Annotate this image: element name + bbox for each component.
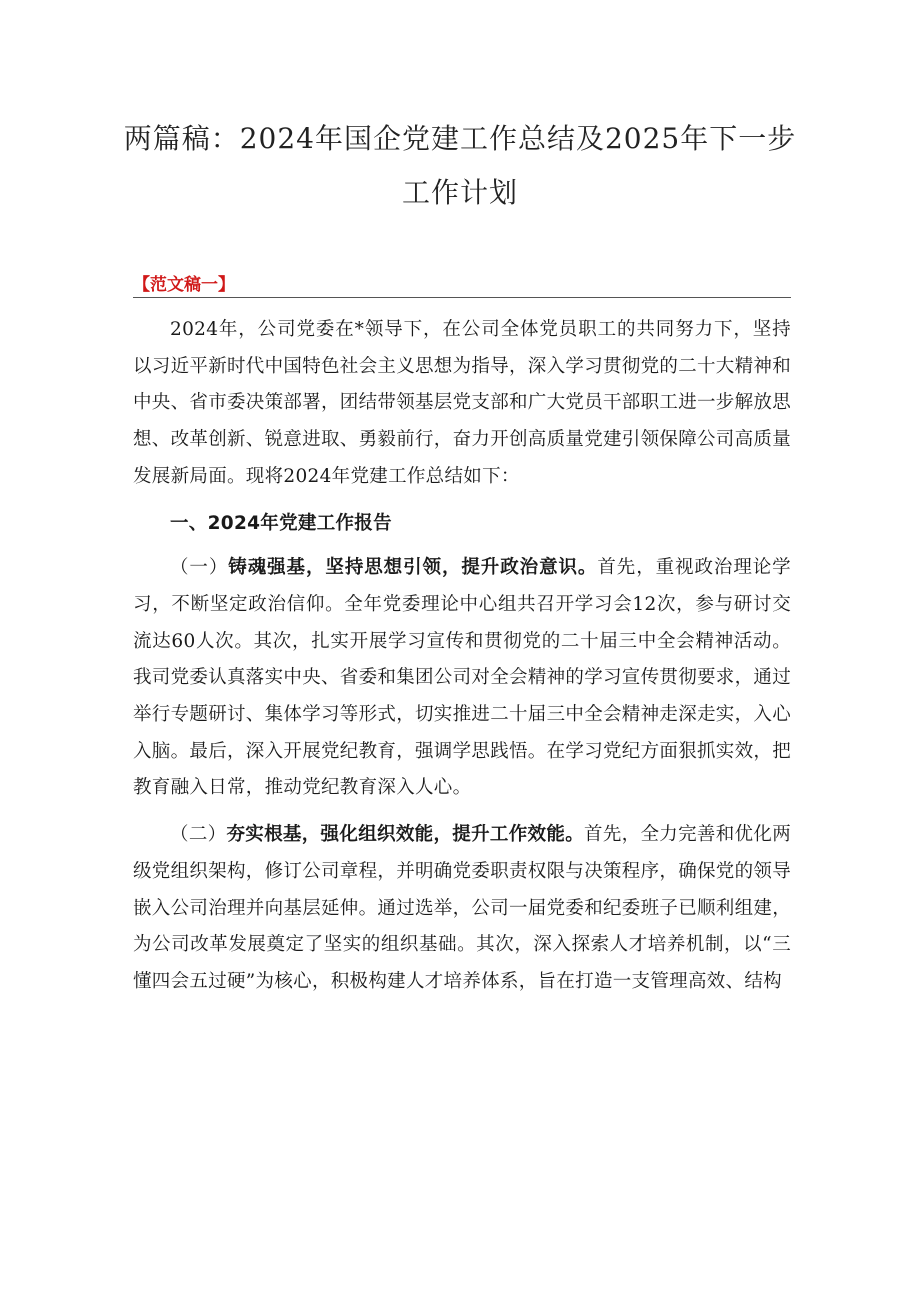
item-1-text: 首先，重视政治理论学习，不断坚定政治信仰。全年党委理论中心组共召开学习会12次，参与研讨交流达60人次。其次，扎实开展学习宣传和贯彻党的二十届三中全会精神活动。我司党委认真落实中央、省委和集团公司对全会精神的学习宣传贯彻要求，通过举行专题研讨、集体学习等形式，切实推进二十届三中全会精神走深走实，入心入脑。最后，深入开展党纪教育，强调学思践悟。在学习党纪方面狠抓实效，把教育融入日常，推动党纪教育深入人心。 [133,557,792,799]
item-2-bold-lead: 夯实根基，强化组织效能，提升工作效能。 [226,824,585,846]
item-1-bold-lead: 铸魂强基，坚持思想引领，提升政治意识。 [228,557,598,579]
divider-line [133,297,791,298]
section-heading: 一、2024年党建工作报告 [170,512,392,534]
document-body [133,312,791,1001]
title-line-1: 两篇稿：2024年国企党建工作总结及2025年下一步 [123,122,797,155]
item-2-paragraph [133,817,791,1001]
document-title [100,112,820,220]
item-1-label: （一） [170,557,229,579]
draft-tag: 【范文稿一】 [133,275,235,295]
item-2-text: 首先，全力完善和优化两级党组织架构，修订公司章程，并明确党委职责权限与决策程序，确保党的领导嵌入公司治理并向基层延伸。通过选举，公司一届党委和纪委班子已顺利组建，为公司改革发展奠定了坚实的组织基础。其次，深入探索人才培养机制，以“三懂四会五过硬”为核心，积极构建人才培养体系，旨在打造一支管理高效、结构 [133,824,792,992]
intro-paragraph: 2024年，公司党委在*领导下，在公司全体党员职工的共同努力下，坚持以习近平新时代中国特色社会主义思想为指导，深入学习贯彻党的二十大精神和中央、省市委决策部署，团结带领基层党支部和广大党员干部职工进一步解放思想、改革创新、锐意进取、勇毅前行，奋力开创高质量党建引领保障公司高质量发展新局面。现将2024年党建工作总结如下： [133,319,792,487]
item-1-paragraph [133,550,791,807]
title-line-2: 工作计划 [401,176,518,209]
item-2-label: （二） [170,824,227,846]
